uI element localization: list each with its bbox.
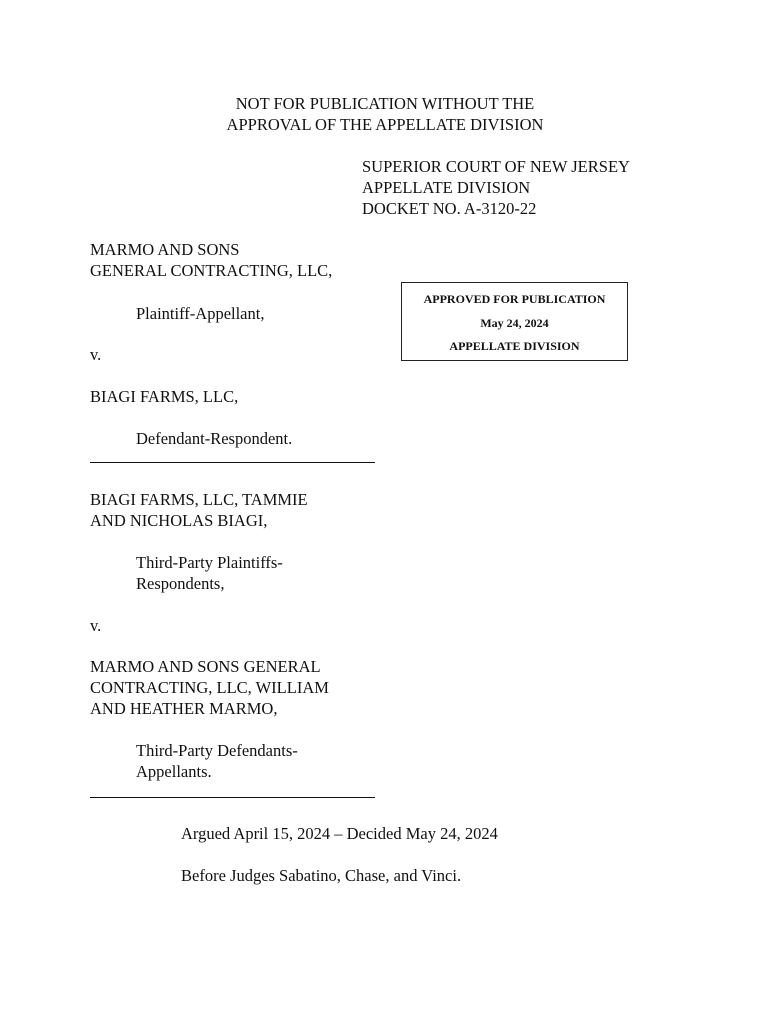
notice-line-2: APPROVAL OF THE APPELLATE DIVISION [226,115,544,134]
third-party-plaintiffs-role-line-2: Respondents, [136,574,225,593]
party-plaintiff-line-2: GENERAL CONTRACTING, LLC, [90,261,333,280]
notice-line-1: NOT FOR PUBLICATION WITHOUT THE [235,94,535,113]
court-division: APPELLATE DIVISION [362,178,531,197]
party-plaintiff-line-1: MARMO AND SONS [90,240,240,259]
third-party-defendants-role-line-1: Third-Party Defendants- [136,741,298,760]
approval-stamp-date: May 24, 2024 [480,316,549,330]
approval-stamp-title: APPROVED FOR PUBLICATION [423,292,606,306]
third-party-defendants-line-3: AND HEATHER MARMO, [90,699,278,718]
versus-1: v. [90,345,102,364]
argued-decided-dates: Argued April 15, 2024 – Decided May 24, 2024 [181,824,498,843]
third-party-plaintiffs-line-1: BIAGI FARMS, LLC, TAMMIE [90,490,308,509]
court-name: SUPERIOR COURT OF NEW JERSEY [362,157,630,176]
panel-judges: Before Judges Sabatino, Chase, and Vinci. [181,866,462,885]
approval-stamp [401,282,628,361]
third-party-plaintiffs-role [136,552,283,594]
publication-notice [0,93,770,135]
court-block [362,156,630,219]
third-party-plaintiffs-line-2: AND NICHOLAS BIAGI, [90,511,268,530]
docket-number: DOCKET NO. A-3120-22 [362,199,537,218]
third-party-defendants-role [136,740,298,782]
caption-divider-2 [90,797,375,798]
party-defendant-role: Defendant-Respondent. [136,429,293,448]
party-plaintiff-role: Plaintiff-Appellant, [136,304,265,323]
party-plaintiff-name [90,239,332,281]
approval-stamp-division: APPELLATE DIVISION [449,339,580,353]
third-party-plaintiffs-names [90,489,308,531]
third-party-defendants-role-line-2: Appellants. [136,762,212,781]
caption-divider-1 [90,462,375,463]
versus-2: v. [90,616,102,635]
third-party-defendants-line-2: CONTRACTING, LLC, WILLIAM [90,678,329,697]
party-defendant-name: BIAGI FARMS, LLC, [90,387,239,406]
third-party-defendants-line-1: MARMO AND SONS GENERAL [90,657,321,676]
third-party-plaintiffs-role-line-1: Third-Party Plaintiffs- [136,553,283,572]
third-party-defendants-names [90,656,329,719]
